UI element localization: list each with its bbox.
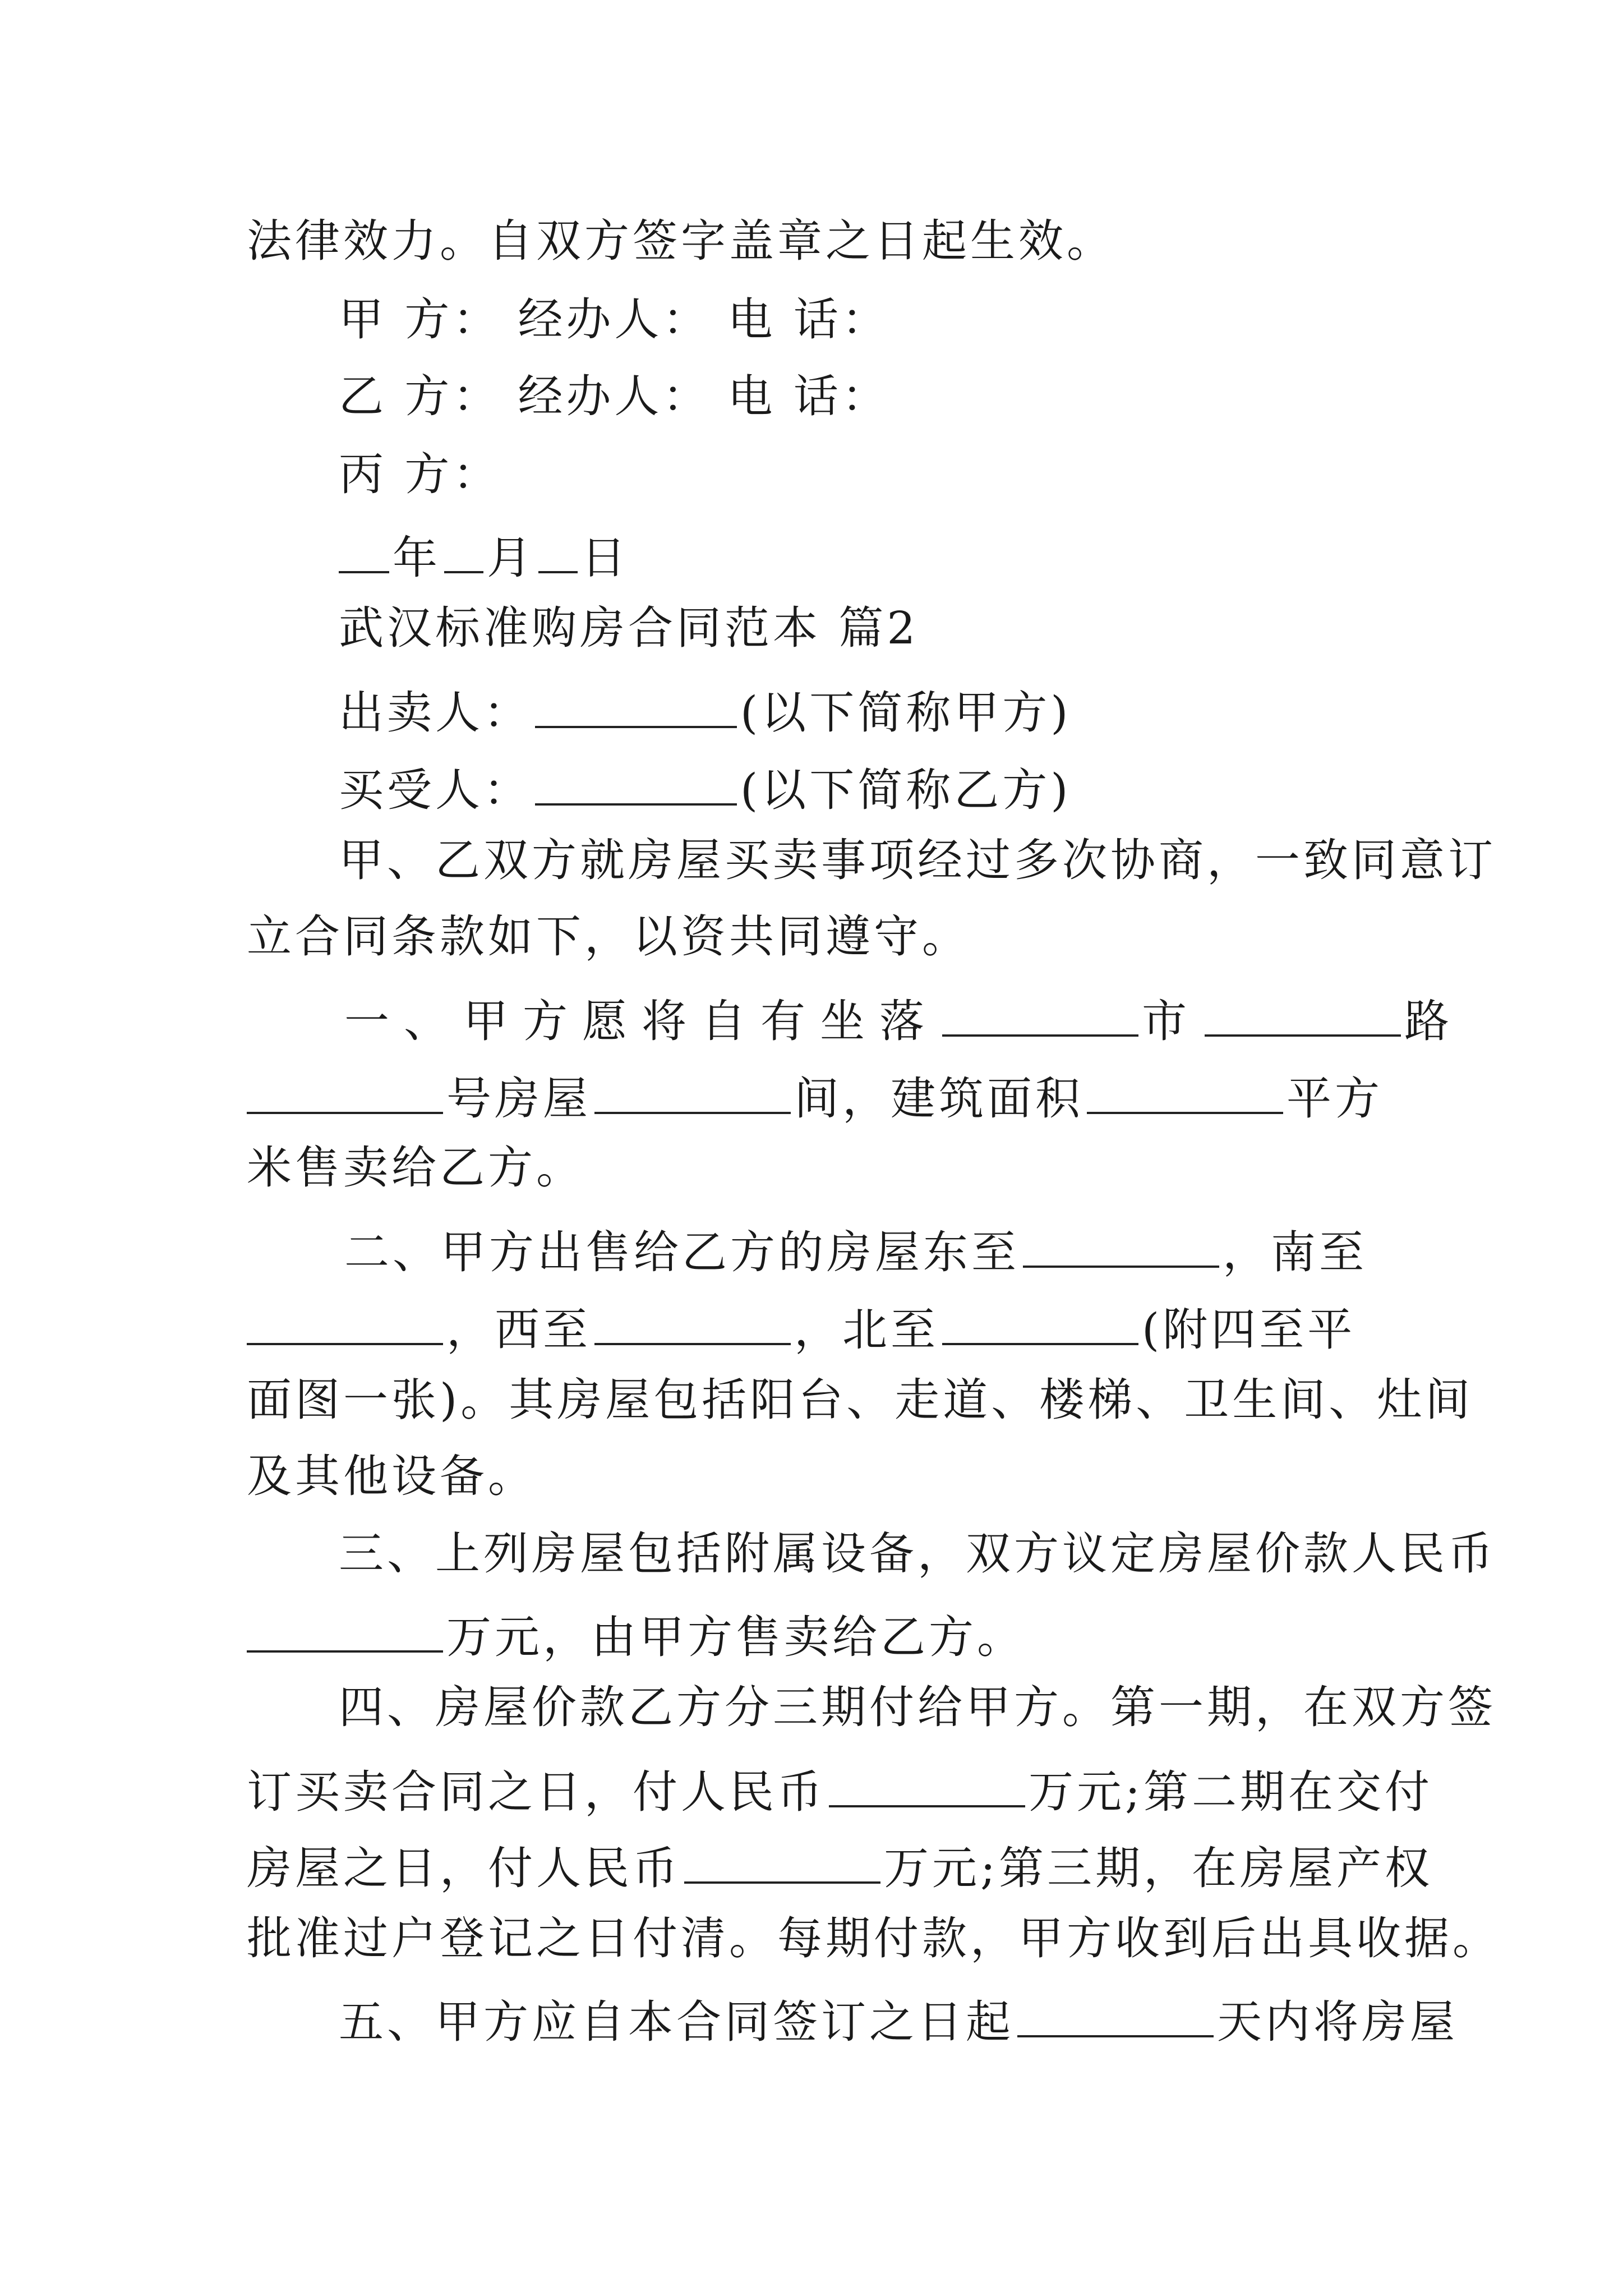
clause-1-line-2 [247,1069,1383,1125]
text-segment: 甲、乙双方就房屋买卖事项经过多次协商，一致同意订 [339,834,1496,886]
buyer-line [339,761,1072,816]
text-segment: ，南至 [1223,1226,1367,1278]
year-blank [339,528,389,573]
clause-3-line-1 [339,1527,1496,1580]
seller-note: (以下简称甲方) [740,687,1072,739]
location-blank [942,992,1138,1037]
price-blank [247,1608,443,1653]
south-blank [247,1300,443,1345]
text-segment: 间，建筑面积 [794,1073,1083,1125]
section-title [339,602,919,654]
text-segment: 二、甲方出售给乙方的房屋东至 [344,1226,1020,1278]
seller-line [339,683,1072,739]
text-segment: 天内将房屋 [1217,1996,1458,2048]
text-segment: 房屋之日，付人民币 [247,1842,681,1894]
label-party-a: 甲 方： [339,293,501,346]
north-blank [942,1300,1138,1345]
seller-label: 出卖人： [339,687,532,739]
buyer-label: 买受人： [339,764,532,816]
clause-1-line-3 [247,1142,584,1194]
clause-4-line-4 [247,1912,1501,1964]
text-segment: 一、甲方愿将自有坐落 [344,995,939,1047]
text-segment: 三、上列房屋包括附属设备，双方议定房屋价款人民币 [339,1527,1496,1580]
preamble-line-1 [339,834,1496,886]
label-party-b: 乙 方： [339,370,501,422]
clause-4-line-3 [247,1839,1433,1894]
area-blank [1087,1069,1283,1114]
text-segment: 万元;第三期，在房屋产权 [884,1842,1433,1894]
text-segment: 号房屋 [446,1073,591,1125]
buyer-note: (以下简称乙方) [740,764,1072,816]
preamble-line-2 [247,910,970,963]
text-segment: ，西至 [446,1304,591,1356]
signature-party-a [339,293,890,346]
first-payment-blank [829,1763,1025,1807]
text-segment: 批准过户登记之日付清。每期付款，甲方收到后出具收据。 [247,1912,1501,1964]
clause-2-line-1 [344,1223,1367,1278]
text-segment: 面图一张)。其房屋包括阳台、走道、楼梯、卫生间、灶间 [247,1374,1474,1426]
text-segment: 订买卖合同之日，付人民币 [247,1766,826,1818]
label-agent: 经办人： [518,293,711,346]
day-blank [538,528,578,573]
text-segment: 市 [1142,995,1201,1047]
text-segment: 及其他设备。 [247,1450,536,1502]
seller-blank [535,683,737,728]
year-label: 年 [393,532,441,584]
month-label: 月 [487,532,535,584]
day-label: 日 [581,532,629,584]
label-phone: 电 话： [727,293,890,346]
clause-2-line-4 [247,1450,536,1502]
text-segment: 平方 [1287,1073,1383,1125]
clause-5-line-1 [339,1993,1458,2048]
text-segment: 四、房屋价款乙方分三期付给甲方。第一期，在双方签 [339,1681,1496,1733]
text-segment: 米售卖给乙方。 [247,1142,584,1194]
clause-4-line-2 [247,1763,1433,1818]
text-segment: 五、甲方应自本合同签订之日起 [339,1996,1014,2048]
clause-3-line-2 [247,1608,1025,1663]
west-blank [594,1300,791,1345]
city-blank [1205,992,1401,1037]
text-segment: (附四至平 [1142,1304,1356,1356]
text-segment: 法律效力。自双方签字盖章之日起生效。 [247,215,1115,267]
clause-2-line-2 [247,1300,1356,1356]
signature-party-c [339,448,501,500]
text-segment: ，北至 [794,1304,939,1356]
date-line [339,528,629,584]
buyer-blank [535,761,737,806]
text-segment: 立合同条款如下，以资共同遵守。 [247,910,970,963]
label-party-c: 丙 方： [339,448,501,500]
text-segment: 路 [1404,995,1464,1047]
clause-effect-line [247,215,1115,267]
label-phone: 电 话： [727,370,890,422]
second-payment-blank [684,1839,880,1884]
clause-2-line-3 [247,1374,1474,1426]
heading: 武汉标准购房合同范本 篇2 [339,602,919,654]
signature-party-b [339,370,890,422]
text-segment: 万元，由甲方售卖给乙方。 [446,1611,1025,1663]
month-blank [444,528,483,573]
clause-4-line-1 [339,1681,1496,1733]
east-blank [1023,1223,1219,1268]
text-segment: 万元;第二期在交付 [1029,1766,1433,1818]
road-blank [247,1069,443,1114]
label-agent: 经办人： [518,370,711,422]
clause-1-line-1 [344,992,1464,1047]
house-number-blank [594,1069,791,1114]
delivery-days-blank [1017,1993,1214,2037]
